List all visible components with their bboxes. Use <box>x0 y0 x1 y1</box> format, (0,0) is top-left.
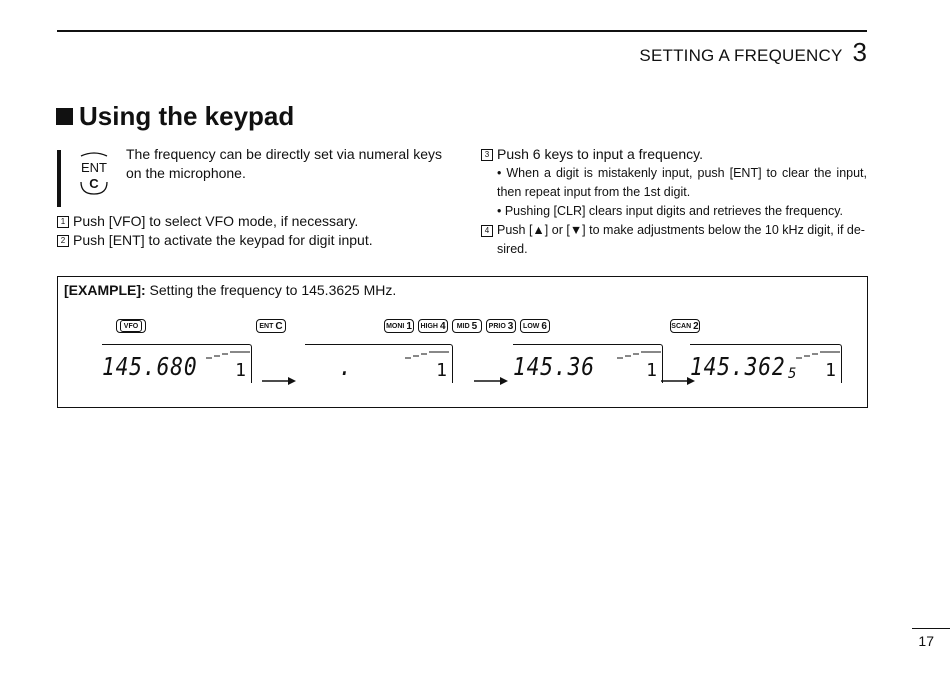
mid-key-small: MID <box>456 322 470 330</box>
step-3-number: 3 <box>481 149 493 161</box>
vfo-key[interactable] <box>116 319 146 333</box>
section-heading-text: Using the keypad <box>79 101 295 131</box>
lcd-digits: . <box>339 352 353 381</box>
page-number: 17 <box>918 633 934 649</box>
scan-key-big: 2 <box>693 320 699 332</box>
lcd-channel: 1 <box>825 360 836 381</box>
example-text: Setting the frequency to 145.3625 MHz. <box>145 282 397 298</box>
lcd-digits: 145.680 <box>102 352 198 381</box>
signal-meter-icon <box>405 350 449 360</box>
ent-key-top-label: ENT <box>81 160 107 175</box>
moni-key-big: 1 <box>406 320 412 332</box>
step-1-text: Push [VFO] to select VFO mode, if necessary. <box>73 213 359 229</box>
ent-key-icon <box>77 150 111 196</box>
prio-key-small: PRIO <box>488 322 506 330</box>
ent-key-bottom-label: C <box>89 176 99 191</box>
signal-meter-icon <box>796 350 840 360</box>
arrow-right-icon <box>474 376 508 386</box>
step-1-number: 1 <box>57 216 69 228</box>
lcd-digits: 145.36 <box>513 352 595 381</box>
step-3-bullet-1: • When a digit is mistakenly input, push [ENT] to clear the input, then repeat input from the 1st digit. <box>497 166 867 199</box>
example-caption <box>64 282 396 298</box>
low-key-small: LOW <box>523 322 540 330</box>
step-2-text: Push [ENT] to activate the keypad for digit input. <box>73 232 373 248</box>
chapter-number: 3 <box>852 37 867 67</box>
ent-key-big: C <box>275 320 283 332</box>
arrow-right-icon <box>661 376 695 386</box>
example-label: [EXAMPLE]: <box>64 282 146 298</box>
lcd-channel: 1 <box>235 360 246 381</box>
mid-key-big: 5 <box>471 320 478 332</box>
moni-key-small: MONI <box>386 322 405 330</box>
chapter-header <box>639 38 867 66</box>
section-heading <box>56 101 294 132</box>
step-3-text: Push 6 keys to input a frequency. <box>497 146 703 162</box>
prio-key-big: 3 <box>507 320 514 332</box>
scan-key[interactable] <box>670 319 700 333</box>
step-2 <box>57 231 373 250</box>
page-number-rule <box>912 628 950 629</box>
step-4-text: Push [▲] or [▼] to make adjustments below the 10 kHz digit, if de- sired. <box>497 223 865 256</box>
intro-text: The frequency can be directly set via numeral keys on the microphone. <box>126 146 442 181</box>
chapter-title: SETTING A FREQUENCY <box>639 46 843 65</box>
low-key[interactable] <box>520 319 550 333</box>
signal-meter-icon <box>617 350 661 360</box>
arrow-right-icon <box>262 376 296 386</box>
high-key-big: 4 <box>439 320 446 332</box>
lcd-display-3 <box>513 344 663 382</box>
moni-key[interactable] <box>384 319 414 333</box>
lcd-display-1 <box>102 344 252 382</box>
vfo-key-label: VFO <box>120 320 142 332</box>
step-4 <box>481 221 867 259</box>
low-key-big: 6 <box>541 320 547 332</box>
lcd-channel: 1 <box>646 360 657 381</box>
step-2-number: 2 <box>57 235 69 247</box>
lcd-digits: 145.362 <box>690 352 786 381</box>
lcd-display-4 <box>690 344 842 382</box>
mid-key[interactable] <box>452 319 482 333</box>
ent-key[interactable] <box>256 319 286 333</box>
step-3-bullet-2: • Pushing [CLR] clears input digits and retrieves the frequency. <box>497 204 843 218</box>
square-bullet-icon <box>56 108 73 125</box>
high-key[interactable] <box>418 319 448 333</box>
lcd-channel: 1 <box>436 360 447 381</box>
lcd-display-2 <box>305 344 453 382</box>
note-bar <box>57 150 61 207</box>
top-rule <box>57 30 867 32</box>
scan-key-small: SCAN <box>671 322 692 330</box>
prio-key[interactable] <box>486 319 516 333</box>
high-key-small: HIGH <box>420 322 438 330</box>
signal-meter-icon <box>206 350 250 360</box>
ent-key-small: ENT <box>259 322 274 330</box>
step-3 <box>481 145 703 164</box>
step-1 <box>57 212 358 231</box>
lcd-small-digit: 5 <box>788 366 797 382</box>
step-4-number: 4 <box>481 225 493 237</box>
